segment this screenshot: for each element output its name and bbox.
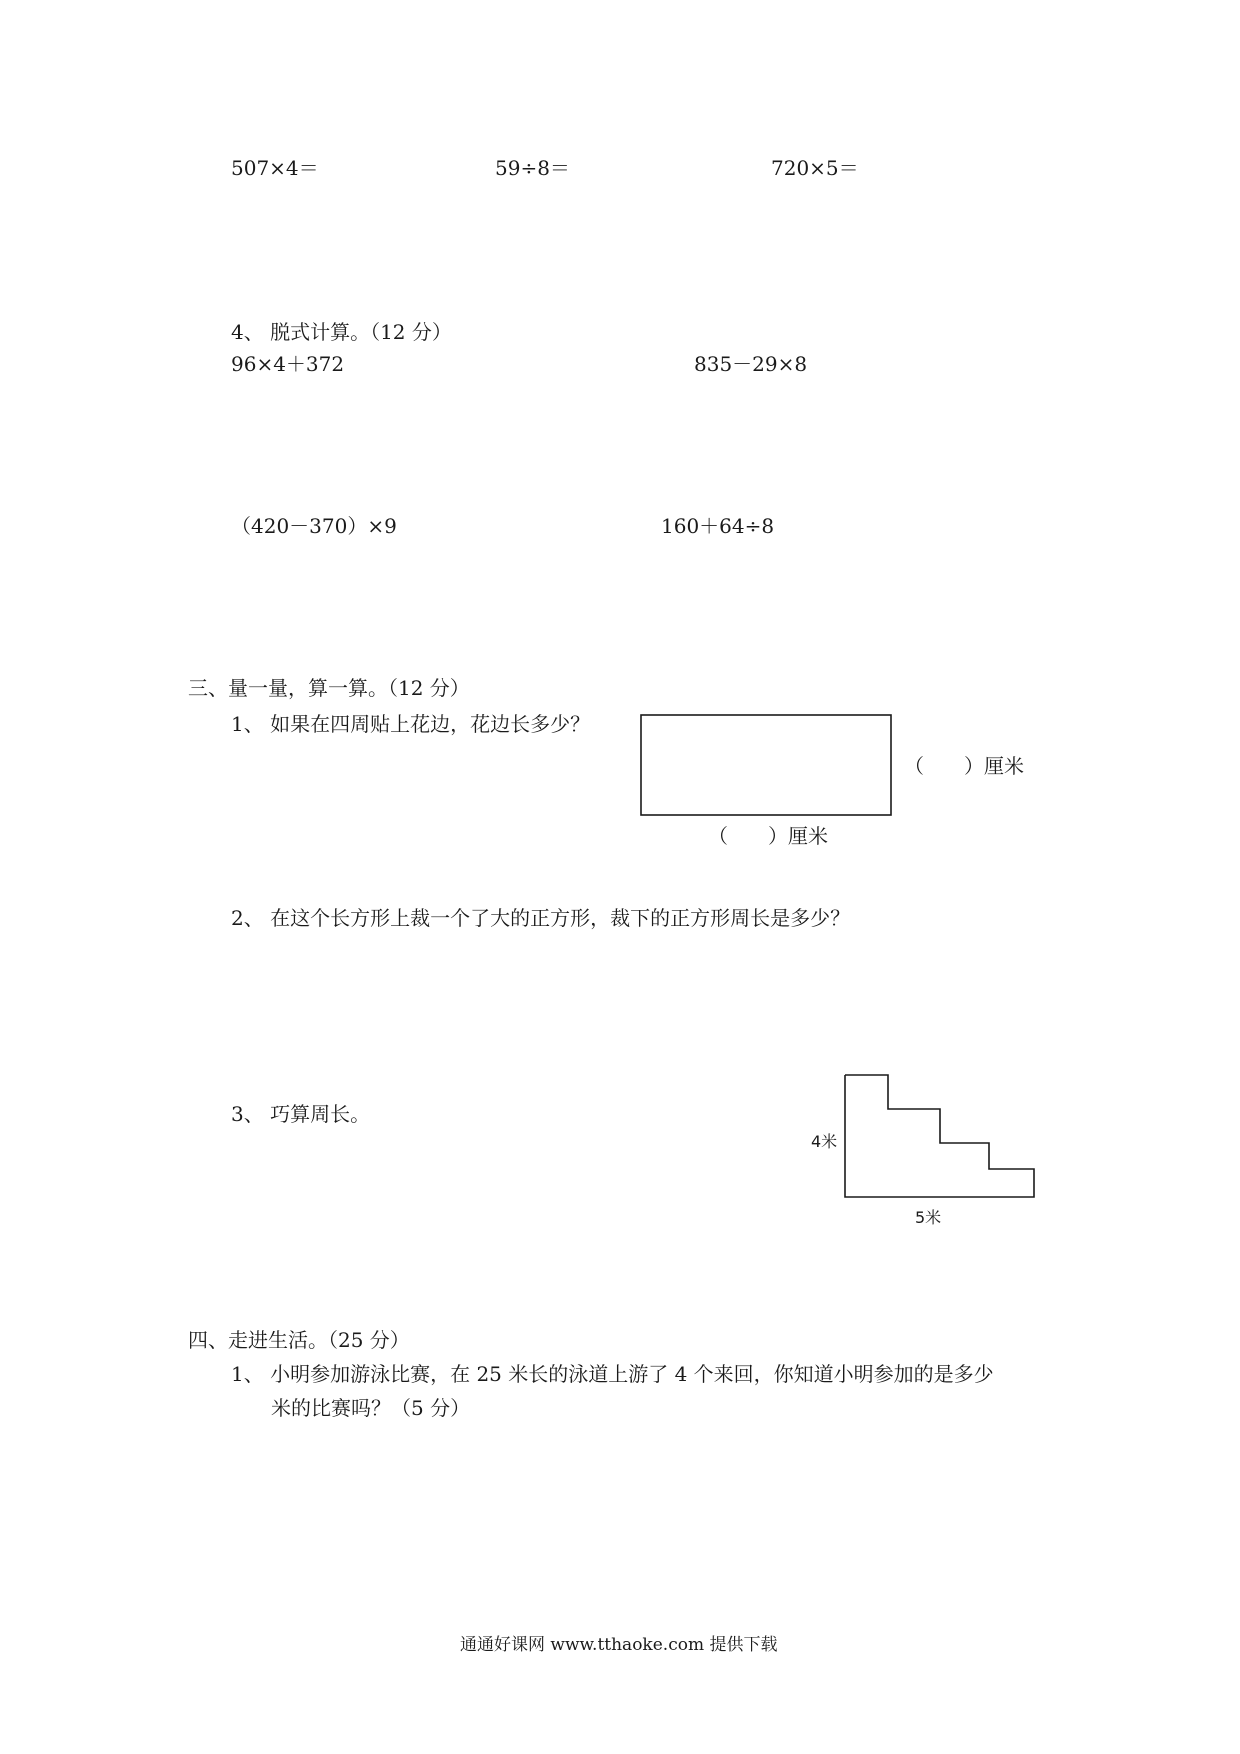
q4-expr-2: 835－29×8 [694, 352, 808, 376]
section4-title: 四、走进生活。（25 分） [188, 1328, 410, 1352]
section4-q1-line1: 1、 小明参加游泳比赛，在 25 米长的泳道上游了 4 个来回，你知道小明参加的是多少 [231, 1362, 994, 1386]
q4-expr-4: 160＋64÷8 [661, 514, 775, 538]
q4-expr-3: （420－370）×9 [231, 514, 397, 538]
section3-q2-text: 2、 在这个长方形上裁一个了大的正方形，裁下的正方形周长是多少？ [231, 906, 851, 930]
staircase-figure [844, 1074, 1036, 1198]
staircase-height-label: 4米 [811, 1132, 838, 1151]
section3-q3-text: 3、 巧算周长。 [231, 1102, 371, 1126]
oral-calc-1: 507×4＝ [231, 156, 319, 180]
q4-expr-1: 96×4＋372 [231, 352, 345, 376]
oral-calc-3: 720×5＝ [771, 156, 859, 180]
section4-q1-line2: 米的比赛吗？（5 分） [271, 1396, 471, 1420]
q4-title: 4、 脱式计算。（12 分） [231, 320, 452, 344]
oral-calc-2: 59÷8＝ [495, 156, 570, 180]
rect-bottom-label: （ ）厘米 [708, 824, 828, 848]
footer-text: 通通好课网 www.tthaoke.com 提供下载 [460, 1635, 778, 1655]
section3-title: 三、量一量，算一算。（12 分） [188, 676, 470, 700]
rectangle-figure [640, 714, 893, 817]
rect-side-label: （ ）厘米 [904, 754, 1024, 778]
staircase-width-label: 5米 [915, 1208, 942, 1227]
section3-q1-text: 1、 如果在四周贴上花边，花边长多少？ [231, 712, 591, 736]
